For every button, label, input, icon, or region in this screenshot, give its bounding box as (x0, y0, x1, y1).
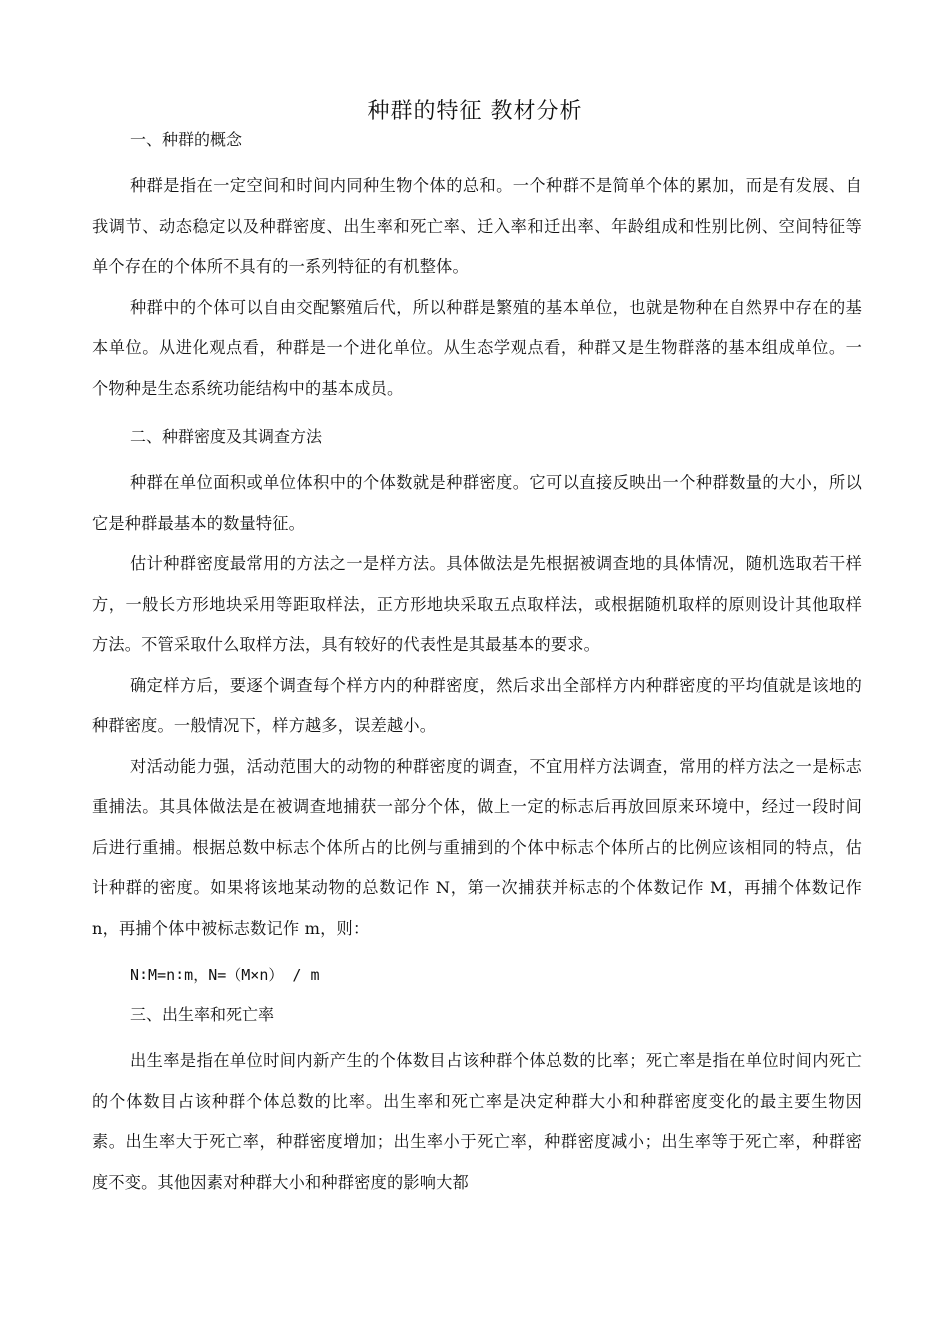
paragraph-3-1: 出生率是指在单位时间内新产生的个体数目占该种群个体总数的比率；死亡率是指在单位时间内死亡的个体数目占该种群个体总数的比率。出生率和死亡率是决定种群大小和种群密度变化的最主要生物因素。出生率大于死亡率，种群密度增加；出生率小于死亡率，种群密度减小；出生率等于死亡率，种群密度不变。其他因素对种群大小和种群密度的影响大都 (92, 1051, 862, 1192)
section-heading-2: 二、种群密度及其调查方法 (130, 427, 323, 446)
document-title: 种群的特征 教材分析 (367, 99, 583, 124)
paragraph-2-2: 估计种群密度最常用的方法之一是样方法。具体做法是先根据被调查地的具体情况，随机选取若干样方，一般长方形地块采用等距取样法，正方形地块采取五点取样法，或根据随机取样的原则设计其他取样方法。不管采取什么取样方法，具有较好的代表性是其最基本的要求。 (92, 554, 862, 654)
paragraph-1-2: 种群中的个体可以自由交配繁殖后代，所以种群是繁殖的基本单位，也就是物种在自然界中存在的基本单位。从进化观点看，种群是一个进化单位。从生态学观点看，种群又是生物群落的基本组成单位。一个物种是生态系统功能结构中的基本成员。 (92, 297, 862, 398)
paragraph-2-3: 确定样方后，要逐个调查每个样方内的种群密度，然后求出全部样方内种群密度的平均值就是该地的种群密度。一般情况下，样方越多，误差越小。 (92, 675, 862, 735)
section-heading-3: 三、出生率和死亡率 (130, 1005, 275, 1024)
paragraph-2-1: 种群在单位面积或单位体积中的个体数就是种群密度。它可以直接反映出一个种群数量的大小，所以它是种群最基本的数量特征。 (92, 473, 862, 533)
document-body (92, 128, 862, 1203)
paragraph-1-1: 种群是指在一定空间和时间内同种生物个体的总和。一个种群不是简单个体的累加，而是有发展、自我调节、动态稳定以及种群密度、出生率和死亡率、迁入率和迁出率、年龄组成和性别比例、空间特征等单个存在的个体所不具有的一系列特征的有机整体。 (92, 176, 862, 276)
capture-recapture-formula: N∶M=n∶m，N=（M×n） / m (130, 966, 320, 984)
section-heading-1: 一、种群的概念 (130, 130, 243, 149)
paragraph-2-4: 对活动能力强，活动范围大的动物的种群密度的调查，不宜用样方法调查，常用的样方法之一是标志重捕法。其具体做法是在被调查地捕获一部分个体，做上一定的标志后再放回原来环境中，经过一段时间后进行重捕。根据总数中标志个体所占的比例与重捕到的个体中标志个体所占的比例应该相同的特点，估计种群的密度。如果将该地某动物的总数记作 N，第一次捕获并标志的个体数记作 M，再捕个体数记作 n，再捕个体中被标志数记作 m，则： (92, 756, 862, 938)
